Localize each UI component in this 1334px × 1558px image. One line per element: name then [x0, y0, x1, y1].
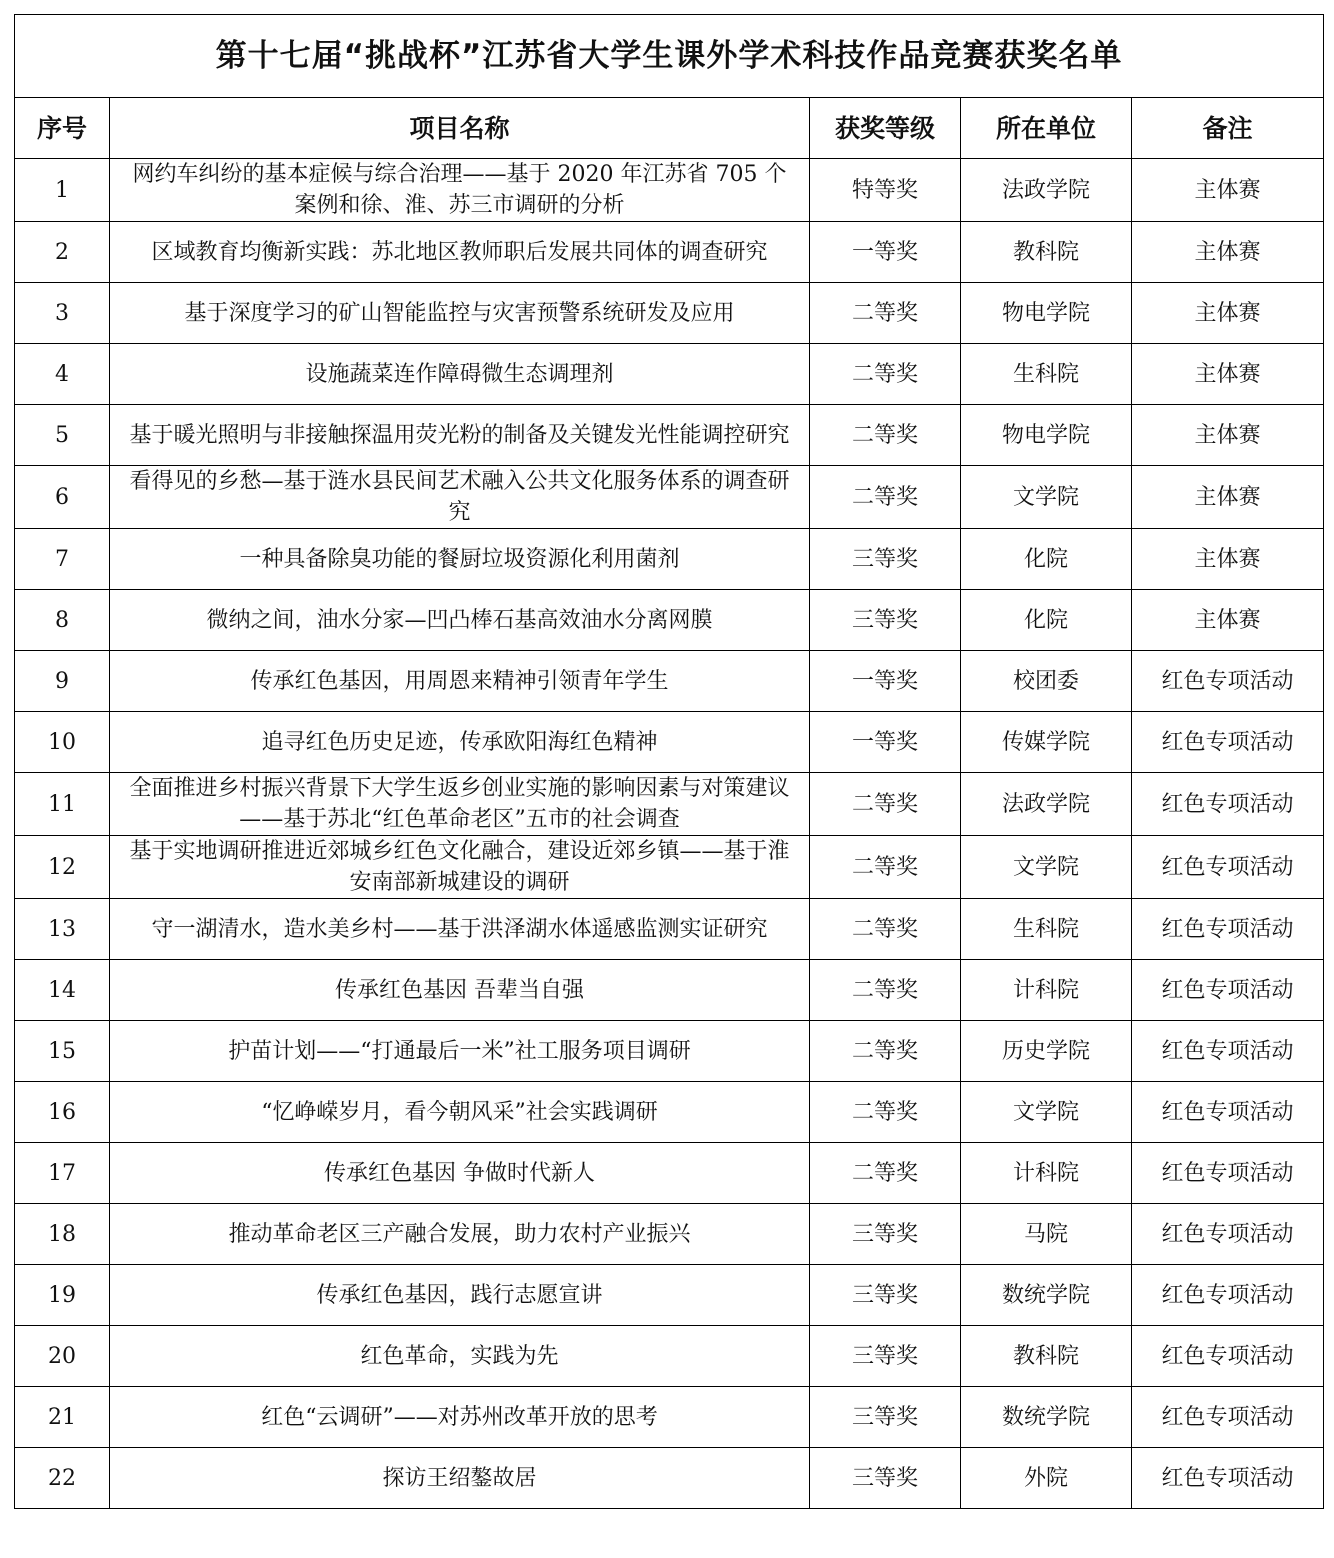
cell-unit: 传媒学院 [961, 712, 1132, 773]
table-row [15, 960, 1324, 1021]
table-row [15, 651, 1324, 712]
cell-index: 6 [15, 466, 110, 529]
table-row [15, 1204, 1324, 1265]
cell-award: 特等奖 [810, 159, 961, 222]
cell-award: 三等奖 [810, 529, 961, 590]
cell-remark: 红色专项活动 [1132, 836, 1324, 899]
table-row [15, 405, 1324, 466]
table-row [15, 773, 1324, 836]
cell-remark: 红色专项活动 [1132, 1265, 1324, 1326]
table-row [15, 222, 1324, 283]
cell-index: 17 [15, 1143, 110, 1204]
cell-remark: 红色专项活动 [1132, 1448, 1324, 1509]
cell-index: 13 [15, 899, 110, 960]
cell-unit: 历史学院 [961, 1021, 1132, 1082]
header-unit: 所在单位 [961, 98, 1132, 159]
cell-index: 3 [15, 283, 110, 344]
table-row [15, 1082, 1324, 1143]
cell-index: 8 [15, 590, 110, 651]
cell-unit: 法政学院 [961, 159, 1132, 222]
cell-index: 22 [15, 1448, 110, 1509]
cell-award: 一等奖 [810, 712, 961, 773]
cell-unit: 化院 [961, 529, 1132, 590]
cell-project: 传承红色基因 争做时代新人 [110, 1143, 810, 1204]
cell-unit: 物电学院 [961, 405, 1132, 466]
cell-remark: 主体赛 [1132, 590, 1324, 651]
cell-unit: 法政学院 [961, 773, 1132, 836]
cell-index: 2 [15, 222, 110, 283]
cell-remark: 红色专项活动 [1132, 960, 1324, 1021]
cell-project: 设施蔬菜连作障碍微生态调理剂 [110, 344, 810, 405]
cell-unit: 教科院 [961, 222, 1132, 283]
table-row [15, 899, 1324, 960]
cell-award: 二等奖 [810, 1143, 961, 1204]
cell-unit: 马院 [961, 1204, 1132, 1265]
cell-remark: 主体赛 [1132, 466, 1324, 529]
table-row [15, 344, 1324, 405]
cell-unit: 生科院 [961, 344, 1132, 405]
cell-award: 二等奖 [810, 466, 961, 529]
cell-award: 三等奖 [810, 1387, 961, 1448]
table-row [15, 1265, 1324, 1326]
cell-remark: 主体赛 [1132, 344, 1324, 405]
cell-project: “忆峥嵘岁月，看今朝风采”社会实践调研 [110, 1082, 810, 1143]
cell-remark: 红色专项活动 [1132, 1082, 1324, 1143]
cell-award: 二等奖 [810, 405, 961, 466]
cell-project: 微纳之间，油水分家—凹凸棒石基高效油水分离网膜 [110, 590, 810, 651]
cell-project: 基于实地调研推进近郊城乡红色文化融合，建设近郊乡镇——基于淮安南部新城建设的调研 [110, 836, 810, 899]
cell-unit: 数统学院 [961, 1387, 1132, 1448]
cell-award: 二等奖 [810, 899, 961, 960]
cell-unit: 外院 [961, 1448, 1132, 1509]
cell-award: 三等奖 [810, 1204, 961, 1265]
cell-unit: 计科院 [961, 1143, 1132, 1204]
cell-project: 传承红色基因，践行志愿宣讲 [110, 1265, 810, 1326]
cell-unit: 物电学院 [961, 283, 1132, 344]
cell-index: 7 [15, 529, 110, 590]
cell-award: 二等奖 [810, 960, 961, 1021]
cell-project: 基于深度学习的矿山智能监控与灾害预警系统研发及应用 [110, 283, 810, 344]
cell-index: 5 [15, 405, 110, 466]
cell-unit: 文学院 [961, 836, 1132, 899]
cell-award: 一等奖 [810, 651, 961, 712]
page-title: 第十七届“挑战杯”江苏省大学生课外学术科技作品竞赛获奖名单 [15, 15, 1324, 98]
table-row [15, 159, 1324, 222]
table-row [15, 1448, 1324, 1509]
table-row [15, 712, 1324, 773]
table-body [15, 159, 1324, 1509]
cell-remark: 红色专项活动 [1132, 899, 1324, 960]
cell-index: 18 [15, 1204, 110, 1265]
cell-remark: 主体赛 [1132, 159, 1324, 222]
header-remark: 备注 [1132, 98, 1324, 159]
cell-unit: 计科院 [961, 960, 1132, 1021]
cell-project: 传承红色基因 吾辈当自强 [110, 960, 810, 1021]
cell-project: 红色革命，实践为先 [110, 1326, 810, 1387]
cell-remark: 红色专项活动 [1132, 1021, 1324, 1082]
table-row [15, 1021, 1324, 1082]
cell-award: 二等奖 [810, 283, 961, 344]
cell-index: 9 [15, 651, 110, 712]
cell-project: 红色“云调研”——对苏州改革开放的思考 [110, 1387, 810, 1448]
cell-remark: 红色专项活动 [1132, 1326, 1324, 1387]
cell-index: 10 [15, 712, 110, 773]
table-row [15, 1326, 1324, 1387]
header-index: 序号 [15, 98, 110, 159]
cell-index: 4 [15, 344, 110, 405]
cell-award: 三等奖 [810, 590, 961, 651]
cell-unit: 数统学院 [961, 1265, 1132, 1326]
cell-award: 二等奖 [810, 1021, 961, 1082]
cell-project: 一种具备除臭功能的餐厨垃圾资源化利用菌剂 [110, 529, 810, 590]
cell-award: 三等奖 [810, 1448, 961, 1509]
table-row [15, 836, 1324, 899]
cell-award: 一等奖 [810, 222, 961, 283]
cell-remark: 红色专项活动 [1132, 651, 1324, 712]
header-award: 获奖等级 [810, 98, 961, 159]
cell-project: 护苗计划——“打通最后一米”社工服务项目调研 [110, 1021, 810, 1082]
cell-index: 14 [15, 960, 110, 1021]
table-row [15, 283, 1324, 344]
award-list-table [14, 14, 1324, 1509]
cell-project: 追寻红色历史足迹，传承欧阳海红色精神 [110, 712, 810, 773]
cell-unit: 校团委 [961, 651, 1132, 712]
cell-award: 二等奖 [810, 773, 961, 836]
cell-project: 基于暖光照明与非接触探温用荧光粉的制备及关键发光性能调控研究 [110, 405, 810, 466]
cell-index: 21 [15, 1387, 110, 1448]
cell-award: 二等奖 [810, 344, 961, 405]
cell-index: 20 [15, 1326, 110, 1387]
cell-project: 推动革命老区三产融合发展，助力农村产业振兴 [110, 1204, 810, 1265]
cell-index: 15 [15, 1021, 110, 1082]
table-row [15, 590, 1324, 651]
cell-project: 全面推进乡村振兴背景下大学生返乡创业实施的影响因素与对策建议——基于苏北“红色革命老区”五市的社会调查 [110, 773, 810, 836]
cell-project: 探访王绍鏊故居 [110, 1448, 810, 1509]
cell-remark: 红色专项活动 [1132, 712, 1324, 773]
cell-remark: 红色专项活动 [1132, 1204, 1324, 1265]
table-row [15, 466, 1324, 529]
cell-project: 网约车纠纷的基本症候与综合治理——基于 2020 年江苏省 705 个案例和徐、淮、苏三市调研的分析 [110, 159, 810, 222]
table-row [15, 529, 1324, 590]
cell-remark: 红色专项活动 [1132, 1143, 1324, 1204]
cell-remark: 主体赛 [1132, 283, 1324, 344]
cell-remark: 红色专项活动 [1132, 773, 1324, 836]
table-row [15, 1143, 1324, 1204]
cell-award: 二等奖 [810, 836, 961, 899]
cell-project: 区域教育均衡新实践：苏北地区教师职后发展共同体的调查研究 [110, 222, 810, 283]
cell-project: 传承红色基因，用周恩来精神引领青年学生 [110, 651, 810, 712]
table-header-row [15, 98, 1324, 159]
cell-remark: 红色专项活动 [1132, 1387, 1324, 1448]
cell-remark: 主体赛 [1132, 222, 1324, 283]
cell-unit: 教科院 [961, 1326, 1132, 1387]
header-project: 项目名称 [110, 98, 810, 159]
cell-project: 守一湖清水，造水美乡村——基于洪泽湖水体遥感监测实证研究 [110, 899, 810, 960]
cell-award: 二等奖 [810, 1082, 961, 1143]
cell-remark: 主体赛 [1132, 405, 1324, 466]
cell-unit: 文学院 [961, 1082, 1132, 1143]
cell-index: 11 [15, 773, 110, 836]
cell-index: 16 [15, 1082, 110, 1143]
cell-award: 三等奖 [810, 1326, 961, 1387]
cell-project: 看得见的乡愁—基于涟水县民间艺术融入公共文化服务体系的调查研究 [110, 466, 810, 529]
table-row [15, 1387, 1324, 1448]
cell-unit: 生科院 [961, 899, 1132, 960]
cell-award: 三等奖 [810, 1265, 961, 1326]
cell-index: 19 [15, 1265, 110, 1326]
cell-unit: 文学院 [961, 466, 1132, 529]
cell-unit: 化院 [961, 590, 1132, 651]
cell-index: 12 [15, 836, 110, 899]
cell-index: 1 [15, 159, 110, 222]
cell-remark: 主体赛 [1132, 529, 1324, 590]
